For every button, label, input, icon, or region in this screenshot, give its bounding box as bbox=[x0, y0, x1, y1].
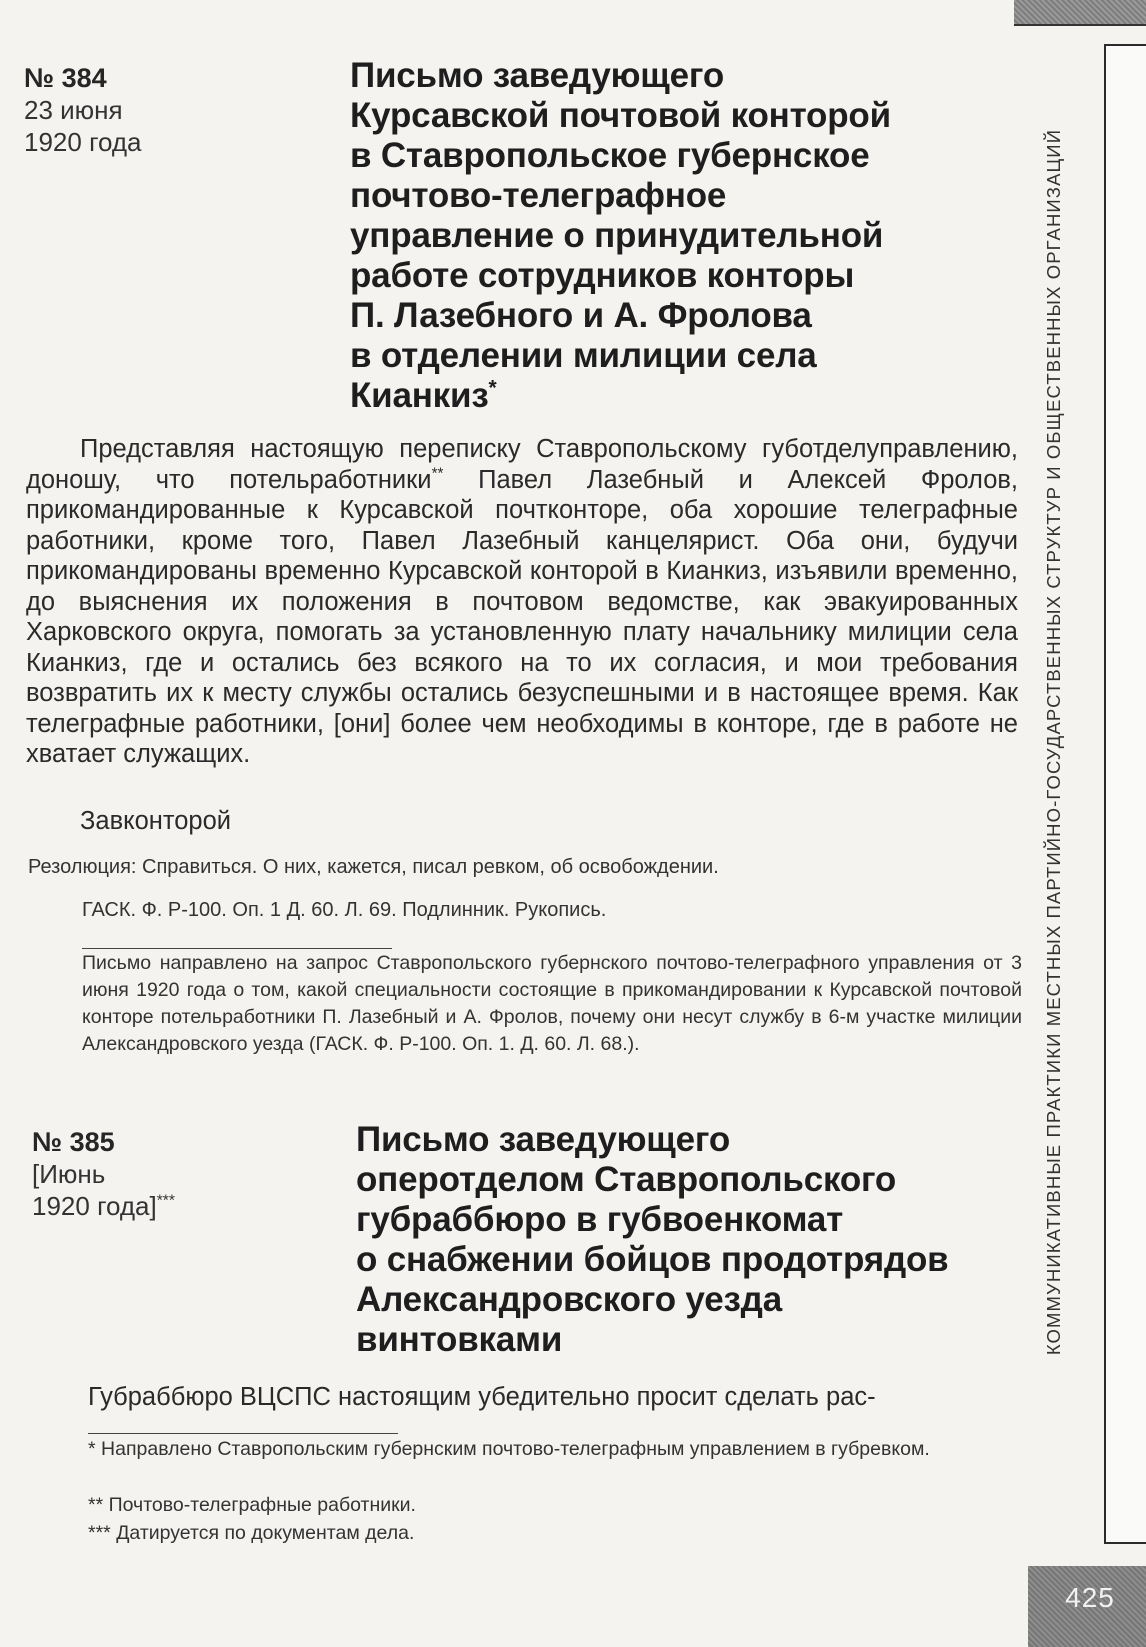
title-line: почтово-телеграфное bbox=[350, 176, 727, 215]
note-divider bbox=[82, 948, 392, 949]
doc-384-number: № 384 bbox=[24, 63, 107, 93]
doc-384-title bbox=[350, 56, 990, 416]
doc-384-date bbox=[24, 94, 142, 158]
footnote-ref: * bbox=[488, 376, 497, 400]
body-text-part2: Павел Лазебный и Алексей Фролов, прикомандированные к Курсавской почтконторе, оба хорошие телеграфные работники, кроме того, Павел Лазебный канцелярист. Оба они, будучи прикомандированы временно Курсавской конторой в Кианкиз, изъявили временно, до выяснения их положения в почтовом ведомстве, как эвакуированных Харковского округа, помогать за установленную плату начальнику милиции села Кианкиз, где и остались без всякого на то их согласия, и мои требования возвратить их к месту службы остались безуспешными и в настоящее время. Как телеграфные работники, [они] более чем необходимы в конторе, где в работе не хватает служащих. bbox=[26, 465, 1019, 768]
footnote-mark: *** bbox=[88, 1522, 111, 1544]
footnote-2 bbox=[88, 1492, 416, 1519]
doc-384-body bbox=[26, 434, 1018, 770]
body-text-part1: Представляя настоящую переписку Ставропольскому губотделуправлению, доношу, что потельработники bbox=[26, 435, 1018, 494]
title-last-word: Кианкиз bbox=[350, 376, 489, 415]
doc-385-date-line: [Июнь bbox=[32, 1159, 106, 1189]
footnote-text: Направлено Ставропольским губернским почтово-телеграфным управлением в губревком. bbox=[95, 1438, 930, 1460]
title-line: Письмо заведующего bbox=[356, 1120, 731, 1159]
footnote-mark: ** bbox=[88, 1494, 104, 1516]
running-title-vertical: КОММУНИКАТИВНЫЕ ПРАКТИКИ МЕСТНЫХ ПАРТИЙНО-ГОСУДАРСТВЕННЫХ СТРУКТУР И ОБЩЕСТВЕННЫХ ОРГАНИЗАЦИЙ bbox=[1043, 128, 1064, 1356]
footnote-ref: *** bbox=[156, 1192, 175, 1210]
title-line: Александровского уезда bbox=[356, 1280, 782, 1319]
doc-384-date-line: 23 июня bbox=[24, 95, 123, 125]
title-line: работе сотрудников конторы bbox=[350, 256, 855, 295]
title-line-last bbox=[350, 376, 990, 416]
footnote-3 bbox=[88, 1520, 414, 1547]
doc-384-resolution: Резолюция: Справиться. О них, кажется, писал ревком, об освобождении. bbox=[28, 856, 719, 878]
doc-385-date bbox=[32, 1158, 175, 1222]
footnote-divider bbox=[88, 1433, 398, 1434]
title-line: о снабжении бойцов продотрядов bbox=[356, 1240, 949, 1279]
footnote-text: Датируется по документам дела. bbox=[110, 1522, 415, 1544]
title-line: в Ставропольское губернское bbox=[350, 136, 870, 175]
title-line: в отделении милиции села bbox=[350, 336, 817, 375]
doc-384-note: Письмо направлено на запрос Ставропольского губернского почтово-телеграфного управления от 3 июня 1920 года о том, какой специальности состоящие в прикомандировании к Курсавской почтовой конторе потельработники П. Лазебный и А. Фролов, почему они несут службу в 6-м участке милиции Александровского уезда (ГАСК. Ф. Р-100. Оп. 1. Д. 60. Л. 68.). bbox=[82, 952, 1022, 1055]
title-line: оперотделом Ставропольского bbox=[356, 1160, 897, 1199]
footnote-1 bbox=[34, 1436, 1026, 1463]
doc-385-number: № 385 bbox=[32, 1127, 115, 1157]
sidebar-frame bbox=[1104, 44, 1146, 1544]
header-tab bbox=[1014, 0, 1146, 26]
page-number: 425 bbox=[1065, 1582, 1115, 1613]
title-line: губраббюро в губвоенкомат bbox=[356, 1200, 844, 1239]
title-line: Письмо заведующего bbox=[350, 56, 725, 95]
doc-385-date-line-last bbox=[32, 1190, 175, 1222]
title-line: П. Лазебного и А. Фролова bbox=[350, 296, 812, 335]
footnote-text: Почтово-телеграфные работники. bbox=[103, 1494, 416, 1516]
doc-385-title bbox=[356, 1120, 1036, 1360]
doc-385-date-text: 1920 года] bbox=[32, 1191, 157, 1221]
title-line: Курсавской почтовой конторой bbox=[350, 96, 891, 135]
title-line: винтовками bbox=[356, 1320, 563, 1359]
title-line: управление о принудительной bbox=[350, 216, 884, 255]
footnote-ref: ** bbox=[431, 465, 444, 482]
doc-384-signature: Завконторой bbox=[80, 807, 232, 835]
footnote-mark: * bbox=[88, 1438, 96, 1460]
doc-385-body: Губраббюро ВЦСПС настоящим убедительно просит сделать рас- bbox=[88, 1383, 876, 1411]
doc-384-date-line: 1920 года bbox=[24, 127, 142, 157]
doc-384-source: ГАСК. Ф. Р-100. Оп. 1 Д. 60. Л. 69. Подлинник. Рукопись. bbox=[82, 899, 607, 921]
